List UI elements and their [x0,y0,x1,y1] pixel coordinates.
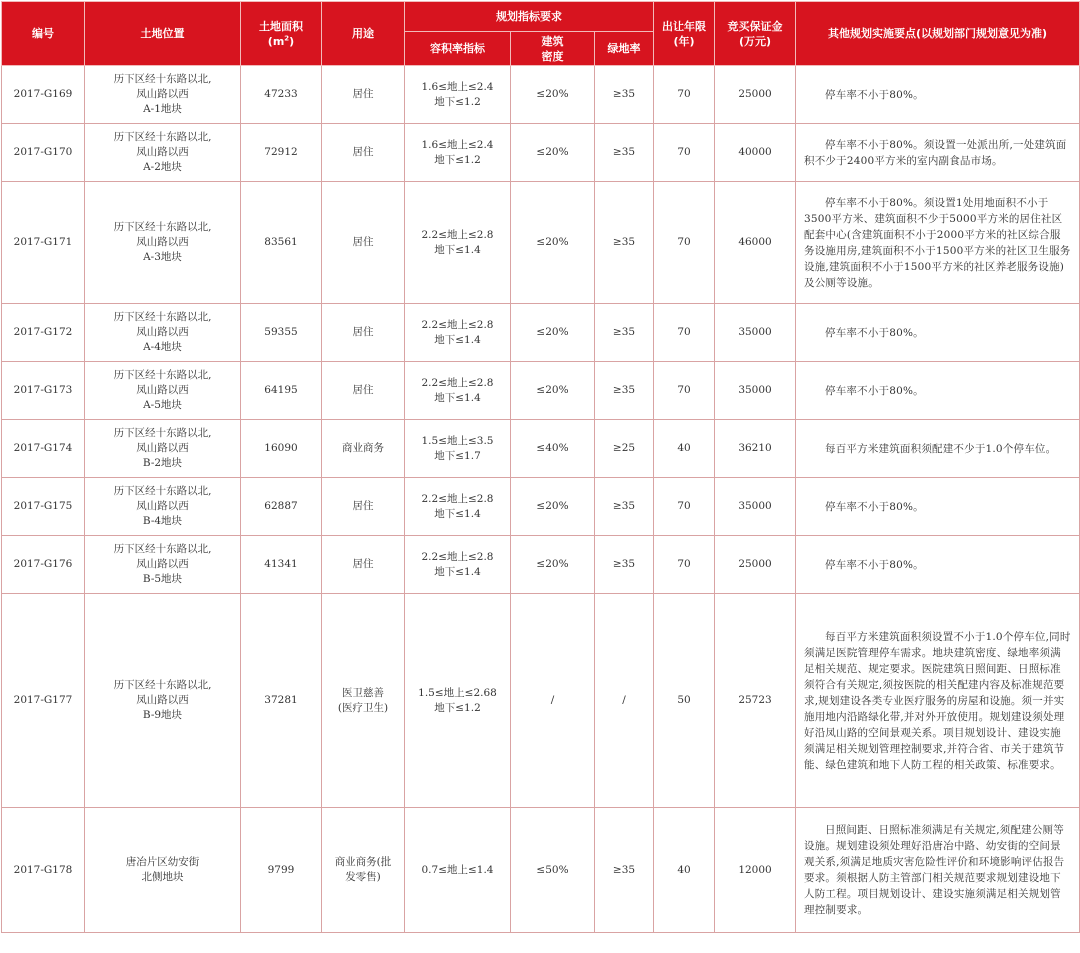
cell-area: 47233 [241,66,322,124]
cell-notes [796,304,1080,362]
cell-density: ≤20% [511,536,595,594]
cell-id: 2017-G170 [2,124,85,182]
cell-green: / [595,594,654,808]
cell-density: ≤20% [511,362,595,420]
cell-density: ≤20% [511,124,595,182]
cell-use: 居住 [322,478,405,536]
cell-term: 40 [654,420,715,478]
cell-location: 历下区经十东路以北, 凤山路以西 B-5地块 [85,536,241,594]
cell-use: 居住 [322,304,405,362]
cell-green: ≥35 [595,362,654,420]
cell-green: ≥35 [595,182,654,304]
cell-deposit: 35000 [715,304,796,362]
cell-location: 历下区经十东路以北, 凤山路以西 A-5地块 [85,362,241,420]
cell-notes [796,124,1080,182]
cell-location: 历下区经十东路以北, 凤山路以西 A-2地块 [85,124,241,182]
header-use: 用途 [322,2,405,66]
cell-far: 1.5≤地上≤2.68 地下≤1.2 [405,594,511,808]
cell-use: 居住 [322,362,405,420]
cell-notes [796,808,1080,933]
cell-density: ≤20% [511,182,595,304]
cell-green: ≥35 [595,536,654,594]
table-row [2,808,1080,933]
cell-use: 商业商务 [322,420,405,478]
header-far: 容积率指标 [405,32,511,66]
cell-area: 9799 [241,808,322,933]
cell-far: 2.2≤地上≤2.8 地下≤1.4 [405,304,511,362]
cell-deposit: 35000 [715,478,796,536]
cell-notes [796,478,1080,536]
cell-far: 1.6≤地上≤2.4 地下≤1.2 [405,124,511,182]
cell-term: 70 [654,304,715,362]
cell-deposit: 25000 [715,66,796,124]
notes-text: 停车率不小于80%。 [825,384,924,397]
notes-text: 每百平方米建筑面积须配建不少于1.0个停车位。 [825,442,1057,455]
cell-density: / [511,594,595,808]
cell-deposit: 12000 [715,808,796,933]
cell-notes [796,182,1080,304]
table-row [2,478,1080,536]
land-auction-table [1,1,1080,933]
header-green: 绿地率 [595,32,654,66]
cell-location: 历下区经十东路以北, 凤山路以西 A-4地块 [85,304,241,362]
header-location: 土地位置 [85,2,241,66]
cell-use: 居住 [322,536,405,594]
cell-term: 70 [654,124,715,182]
notes-text: 停车率不小于80%。须设置一处派出所,一处建筑面积不少于2400平方米的室内副食品市场。 [804,138,1067,167]
cell-location: 唐冶片区幼安街 北侧地块 [85,808,241,933]
cell-use: 居住 [322,66,405,124]
notes-text: 停车率不小于80%。须设置1处用地面积不小于3500平方米、建筑面积不少于5000平方米的居住社区配套中心(含建筑面积不小于2000平方米的社区综合服务设施用房,建筑面积不小于1500平方米的社区卫生服务设施,建筑面积不小于1500平方米的社区养老服务设施)及公厕等设施。 [804,196,1071,289]
cell-term: 70 [654,478,715,536]
cell-term: 70 [654,66,715,124]
cell-area: 16090 [241,420,322,478]
header-term: 出让年限 (年) [654,2,715,66]
cell-area: 59355 [241,304,322,362]
cell-far: 2.2≤地上≤2.8 地下≤1.4 [405,362,511,420]
cell-location: 历下区经十东路以北, 凤山路以西 B-2地块 [85,420,241,478]
table-row [2,124,1080,182]
cell-far: 2.2≤地上≤2.8 地下≤1.4 [405,182,511,304]
table-row [2,536,1080,594]
cell-green: ≥25 [595,420,654,478]
cell-id: 2017-G172 [2,304,85,362]
cell-area: 72912 [241,124,322,182]
cell-term: 70 [654,362,715,420]
header-deposit: 竞买保证金 (万元) [715,2,796,66]
cell-use: 医卫慈善 (医疗卫生) [322,594,405,808]
cell-area: 37281 [241,594,322,808]
table-row [2,182,1080,304]
cell-id: 2017-G173 [2,362,85,420]
cell-location: 历下区经十东路以北, 凤山路以西 B-4地块 [85,478,241,536]
cell-id: 2017-G171 [2,182,85,304]
cell-notes [796,536,1080,594]
cell-id: 2017-G177 [2,594,85,808]
cell-deposit: 40000 [715,124,796,182]
cell-term: 70 [654,536,715,594]
cell-use: 居住 [322,124,405,182]
cell-use: 商业商务(批 发零售) [322,808,405,933]
cell-density: ≤20% [511,478,595,536]
cell-green: ≥35 [595,66,654,124]
cell-green: ≥35 [595,478,654,536]
cell-deposit: 36210 [715,420,796,478]
cell-notes [796,66,1080,124]
cell-area: 83561 [241,182,322,304]
cell-deposit: 46000 [715,182,796,304]
cell-location: 历下区经十东路以北, 凤山路以西 A-3地块 [85,182,241,304]
header-density: 建筑 密度 [511,32,595,66]
table-body [2,66,1080,933]
cell-far: 1.6≤地上≤2.4 地下≤1.2 [405,66,511,124]
cell-term: 50 [654,594,715,808]
cell-id: 2017-G175 [2,478,85,536]
cell-id: 2017-G176 [2,536,85,594]
cell-id: 2017-G178 [2,808,85,933]
cell-notes [796,420,1080,478]
cell-location: 历下区经十东路以北, 凤山路以西 B-9地块 [85,594,241,808]
cell-area: 41341 [241,536,322,594]
header-area: 土地面积 $(m^2)$ [241,2,322,66]
header-id: 编号 [2,2,85,66]
table-row [2,420,1080,478]
cell-green: ≥35 [595,808,654,933]
cell-notes [796,594,1080,808]
cell-term: 70 [654,182,715,304]
cell-location: 历下区经十东路以北, 凤山路以西 A-1地块 [85,66,241,124]
cell-density: ≤20% [511,304,595,362]
notes-text: 停车率不小于80%。 [825,88,924,101]
table-row [2,362,1080,420]
cell-far: 2.2≤地上≤2.8 地下≤1.4 [405,536,511,594]
notes-text: 停车率不小于80%。 [825,558,924,571]
cell-term: 40 [654,808,715,933]
header-planning-group: 规划指标要求 [405,2,654,32]
cell-deposit: 25723 [715,594,796,808]
cell-density: ≤20% [511,66,595,124]
cell-use: 居住 [322,182,405,304]
table-row [2,66,1080,124]
cell-area: 64195 [241,362,322,420]
notes-text: 日照间距、日照标准须满足有关规定,须配建公厕等设施。规划建设须处理好沿唐冶中路、幼安街的空间景观关系,须满足地质灾害危险性评价和环境影响评估报告要求。须根据人防主管部门相关规范要求规划建设地下人防工程。项目规划设计、建设实施须满足相关规划管理控制要求。 [804,824,1065,916]
cell-density: ≤40% [511,420,595,478]
cell-density: ≤50% [511,808,595,933]
header-notes: 其他规划实施要点(以规划部门规划意见为准) [796,2,1080,66]
cell-far: 1.5≤地上≤3.5 地下≤1.7 [405,420,511,478]
cell-far: 2.2≤地上≤2.8 地下≤1.4 [405,478,511,536]
notes-text: 停车率不小于80%。 [825,500,924,513]
cell-id: 2017-G169 [2,66,85,124]
table-row [2,594,1080,808]
table-row [2,304,1080,362]
cell-notes [796,362,1080,420]
notes-text: 停车率不小于80%。 [825,326,924,339]
cell-area: 62887 [241,478,322,536]
cell-deposit: 25000 [715,536,796,594]
cell-far: 0.7≤地上≤1.4 [405,808,511,933]
notes-text: 每百平方米建筑面积须设置不小于1.0个停车位,同时须满足医院管理停车需求。地块建筑密度、绿地率须满足相关规范、规定要求。医院建筑日照间距、日照标准须符合有关规定,须按医院的相关配建内容及标准规范要求,规划建设各类专业医疗服务的房屋和设施。须一并实施用地内沿路绿化带,并对外开放使用。规划建设须处理好沿凤山路的空间景观关系。项目规划设计、建设实施须满足相关规划管理控制要求,并符合省、市关于建筑节能、绿色建筑和地下人防工程的相关政策、标准要求。 [804,630,1071,771]
cell-green: ≥35 [595,304,654,362]
cell-id: 2017-G174 [2,420,85,478]
cell-green: ≥35 [595,124,654,182]
cell-deposit: 35000 [715,362,796,420]
